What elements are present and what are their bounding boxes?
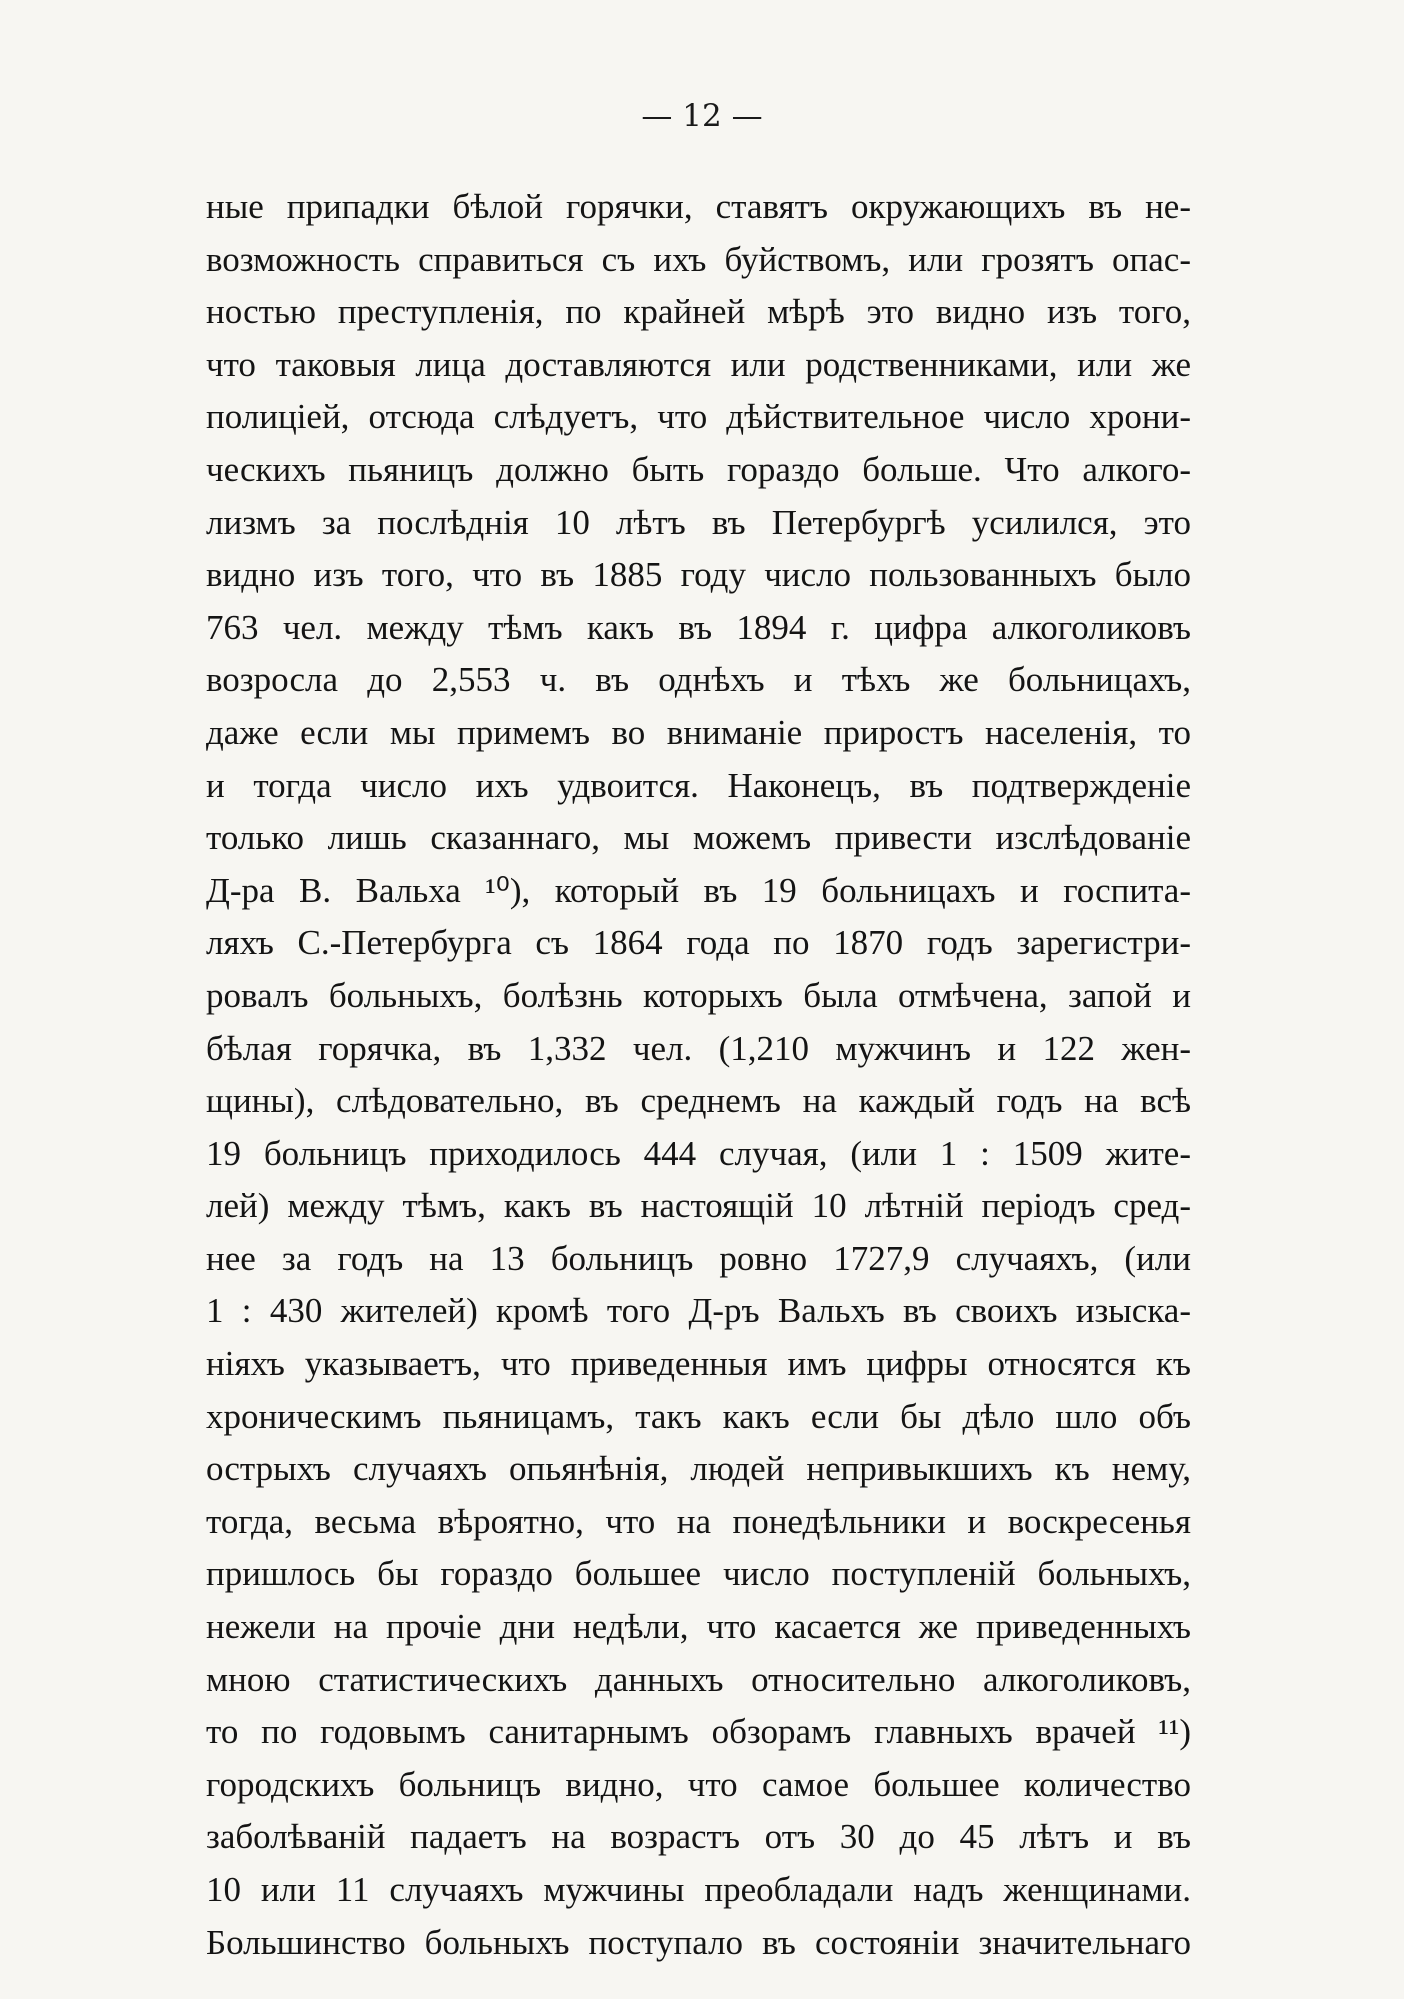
- text-line: лизмъ за послѣднія 10 лѣтъ въ Петербургѣ усилился, это: [206, 502, 1191, 542]
- text-line: Д-ра В. Вальха ¹⁰), который въ 19 больницахъ и госпита-: [206, 870, 1191, 910]
- text-line: тогда, весьма вѣроятно, что на понедѣльники и воскресенья: [206, 1501, 1191, 1541]
- text-line: возможность справиться съ ихъ буйствомъ, или грозятъ опас-: [206, 239, 1191, 279]
- text-line: возросла до 2,553 ч. въ однѣхъ и тѣхъ же больницахъ,: [206, 660, 1191, 700]
- text-line: острыхъ случаяхъ опьянѣнія, людей непривыкшихъ къ нему,: [206, 1449, 1191, 1489]
- text-line: ляхъ С.-Петербурга съ 1864 года по 1870 годъ зарегистри-: [206, 923, 1191, 963]
- text-line: хроническимъ пьяницамъ, такъ какъ если бы дѣло шло объ: [206, 1396, 1191, 1436]
- text-line: лей) между тѣмъ, какъ въ настоящій 10 лѣтній періодъ сред-: [206, 1186, 1191, 1226]
- text-line: то по годовымъ санитарнымъ обзорамъ главныхъ врачей ¹¹): [206, 1712, 1191, 1752]
- text-line: 10 или 11 случаяхъ мужчины преобладали надъ женщинами.: [206, 1870, 1191, 1909]
- text-line: бѣлая горячка, въ 1,332 чел. (1,210 мужчинъ и 122 жен-: [206, 1028, 1191, 1068]
- text-line: даже если мы примемъ во вниманіе приростъ населенія, то: [206, 712, 1191, 752]
- text-line: нее за годъ на 13 больницъ ровно 1727,9 случаяхъ, (или: [206, 1238, 1191, 1278]
- text-line: 19 больницъ приходилось 444 случая, (или 1 : 1509 жите-: [206, 1133, 1191, 1173]
- text-line: 1 : 430 жителей) кромѣ того Д-ръ Вальхъ въ своихъ изыска-: [206, 1291, 1191, 1331]
- text-line: пришлось бы гораздо большее число поступленій больныхъ,: [206, 1554, 1191, 1594]
- text-line: видно изъ того, что въ 1885 году число пользованныхъ было: [206, 555, 1191, 595]
- text-line: ностью преступленія, по крайней мѣрѣ это видно изъ того,: [206, 292, 1191, 332]
- text-line: ніяхъ указываетъ, что приведенныя имъ цифры относятся къ: [206, 1344, 1191, 1384]
- text-line: заболѣваній падаетъ на возрастъ отъ 30 до 45 лѣтъ и въ: [206, 1817, 1191, 1857]
- body-text: [206, 181, 1191, 1969]
- page-number: — 12 —: [641, 98, 763, 134]
- text-line: что таковыя лица доставляются или родственниками, или же: [206, 344, 1191, 384]
- text-line: нежели на прочіе дни недѣли, что касается же приведенныхъ: [206, 1607, 1191, 1647]
- text-line: и тогда число ихъ удвоится. Наконецъ, въ подтвержденіе: [206, 765, 1191, 805]
- text-line: Большинство больныхъ поступало въ состояніи значительнаго: [206, 1922, 1191, 1962]
- text-line: ческихъ пьяницъ должно быть гораздо больше. Что алкого-: [206, 449, 1191, 489]
- text-line: ровалъ больныхъ, болѣзнь которыхъ была отмѣчена, запой и: [206, 975, 1191, 1015]
- text-line: мною статистическихъ данныхъ относительно алкоголиковъ,: [206, 1659, 1191, 1699]
- text-line: 763 чел. между тѣмъ какъ въ 1894 г. цифра алкоголиковъ: [206, 607, 1191, 647]
- text-line: только лишь сказаннаго, мы можемъ привести изслѣдованіе: [206, 818, 1191, 858]
- text-line: городскихъ больницъ видно, что самое большее количество: [206, 1764, 1191, 1804]
- text-line: щины), слѣдовательно, въ среднемъ на каждый годъ на всѣ: [206, 1081, 1191, 1121]
- text-line: полиціей, отсюда слѣдуетъ, что дѣйствительное число хрони-: [206, 397, 1191, 437]
- text-line: ные припадки бѣлой горячки, ставятъ окружающихъ въ не-: [206, 187, 1191, 226]
